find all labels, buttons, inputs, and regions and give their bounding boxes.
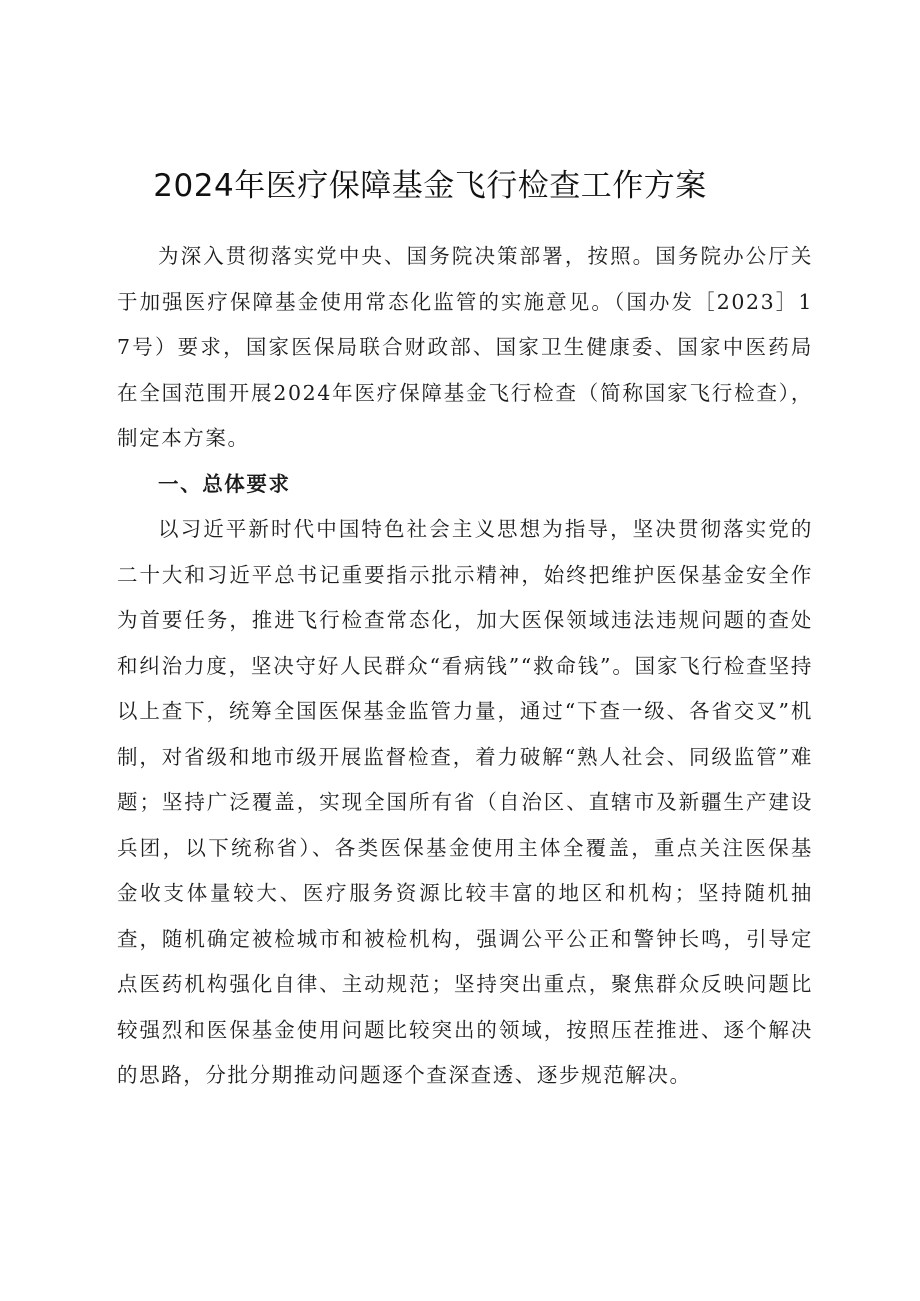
intro-paragraph: 为深入贯彻落实党中央、国务院决策部署，按照。国务院办公厅关于加强医疗保障基金使用常态化监管的实施意见。（国办发［2023］17号）要求，国家医保局联合财政部、国家卫生健康委、国家中医药局在全国范围开展2024年医疗保障基金飞行检查（简称国家飞行检查），制定本方案。 xyxy=(117,244,813,450)
general-requirements-paragraph: 以习近平新时代中国特色社会主义思想为指导，坚决贯彻落实党的二十大和习近平总书记重要指示批示精神，始终把维护医保基金安全作为首要任务，推进飞行检查常态化，加大医保领域违法违规问题的查处和纠治力度，坚决守好人民群众“看病钱”“救命钱”。国家飞行检查坚持以上查下，统筹全国医保基金监管力量，通过“下查一级、各省交叉”机制，对省级和地市级开展监督检查，着力破解“熟人社会、同级监管”难题；坚持广泛覆盖，实现全国所有省（自治区、直辖市及新疆生产建设兵团，以下统称省）、各类医保基金使用主体全覆盖，重点关注医保基金收支体量较大、医疗服务资源比较丰富的地区和机构；坚持随机抽查，随机确定被检城市和被检机构，强调公平公正和警钟长鸣，引导定点医药机构强化自律、主动规范；坚持突出重点，聚焦群众反映问题比较强烈和医保基金使用问题比较突出的领域，按照压茬推进、逐个解决的思路，分批分期推动问题逐个查深查透、逐步规范解决。 xyxy=(117,517,813,1087)
document-title: 2024年医疗保障基金飞行检查工作方案 xyxy=(153,168,707,204)
section-heading-general-requirements: 一、总体要求 xyxy=(158,471,291,496)
document-body xyxy=(117,234,813,1099)
